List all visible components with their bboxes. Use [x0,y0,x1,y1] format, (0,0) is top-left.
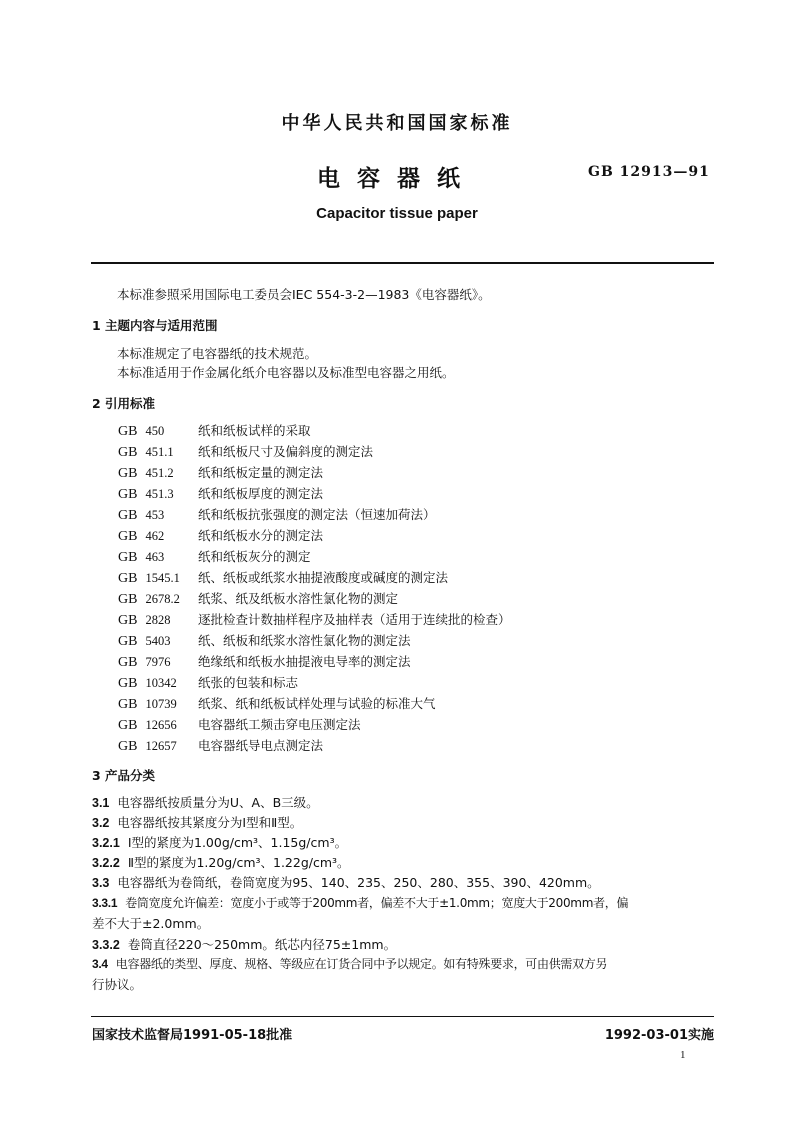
reference-item: GB 12657 电容器纸导电点测定法 [118,738,324,754]
section-2-heading: 2 引用标准 [92,396,156,411]
reference-item: GB 2828 逐批检查计数抽样程序及抽样表（适用于连续批的检查） [118,612,511,628]
clause-continuation: 行协议。 [92,977,143,992]
reference-item: GB 450 纸和纸板试样的采取 [118,423,311,439]
reference-item: GB 451.2 纸和纸板定量的测定法 [118,465,324,481]
effective-date: 1992-03-01实施 [604,1028,714,1043]
reference-item: GB 463 纸和纸板灰分的测定 [118,549,311,565]
section-3-heading: 3 产品分类 [92,768,156,783]
header-rule [91,262,714,264]
clause: 3.3 电容器纸为卷筒纸，卷筒宽度为95、140、235、250、280、355、390、420mm。 [92,875,600,890]
section-1-heading: 1 主题内容与适用范围 [92,318,218,333]
issuing-body: 中华人民共和国国家标准 [281,113,513,134]
page-number: 1 [680,1049,686,1061]
clause: 3.2.1 Ⅰ型的紧度为1.00g/cm³、1.15g/cm³。 [92,835,348,850]
clause: 3.2.2 Ⅱ型的紧度为1.20g/cm³、1.22g/cm³。 [92,855,350,870]
clause-continuation: 差不大于±2.0mm。 [92,916,210,931]
clause: 3.4 电容器纸的类型、厚度、规格、等级应在订货合同中予以规定。如有特殊要求，可由供需双方另 [92,957,608,971]
clause: 3.3.1 卷筒宽度允许偏差：宽度小于或等于200mm者，偏差不大于±1.0mm；宽度大于200mm者，偏 [92,896,629,910]
reference-item: GB 451.3 纸和纸板厚度的测定法 [118,486,324,502]
intro-paragraph: 本标准参照采用国际电工委员会IEC 554-3-2—1983《电容器纸》。 [117,287,491,302]
reference-item: GB 12656 电容器纸工频击穿电压测定法 [118,717,361,733]
reference-item: GB 462 纸和纸板水分的测定法 [118,528,324,544]
reference-item: GB 1545.1 纸、纸板或纸浆水抽提液酸度或碱度的测定法 [118,570,449,586]
standard-number: GB 12913—91 [588,164,710,180]
section-1-line: 本标准规定了电容器纸的技术规范。 [117,346,318,361]
approval-note: 国家技术监督局1991-05-18批准 [92,1028,293,1043]
reference-item: GB 5403 纸、纸板和纸浆水溶性氯化物的测定法 [118,633,411,649]
reference-item: GB 2678.2 纸浆、纸及纸板水溶性氯化物的测定 [118,591,399,607]
footer-rule [91,1016,714,1017]
document-title: 电容器纸 [317,166,477,192]
english-title: Capacitor tissue paper [316,205,478,222]
reference-item: GB 10739 纸浆、纸和纸板试样处理与试验的标准大气 [118,696,436,712]
section-1-line: 本标准适用于作金属化纸介电容器以及标准型电容器之用纸。 [117,365,455,380]
clause: 3.2 电容器纸按其紧度分为Ⅰ型和Ⅱ型。 [92,815,303,830]
reference-item: GB 10342 纸张的包装和标志 [118,675,299,691]
reference-item: GB 7976 绝缘纸和纸板水抽提液电导率的测定法 [118,654,411,670]
clause: 3.1 电容器纸按质量分为U、A、B三级。 [92,795,319,810]
reference-item: GB 451.1 纸和纸板尺寸及偏斜度的测定法 [118,444,374,460]
clause: 3.3.2 卷筒直径220～250mm。纸芯内径75±1mm。 [92,937,397,952]
reference-item: GB 453 纸和纸板抗张强度的测定法（恒速加荷法） [118,507,436,523]
